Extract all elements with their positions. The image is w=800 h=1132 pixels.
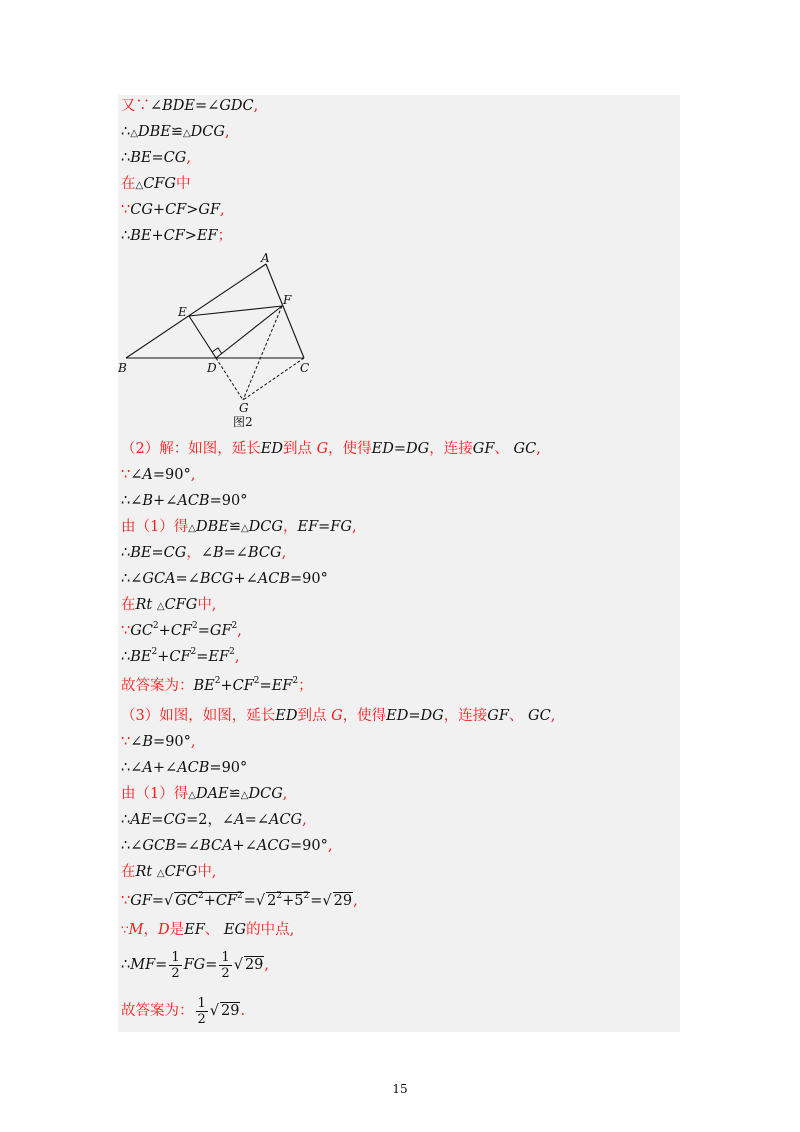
punct: , bbox=[253, 98, 259, 114]
sqrt-sign: √ bbox=[322, 893, 332, 909]
line-17 bbox=[121, 706, 555, 726]
exponent: 2 bbox=[152, 621, 159, 631]
text: ，使得 bbox=[342, 708, 387, 724]
operator: + bbox=[151, 228, 164, 244]
text: 由（1）得 bbox=[121, 519, 189, 535]
math-var: GF bbox=[472, 441, 495, 457]
text: 的中点, bbox=[246, 922, 295, 938]
exponent: 2 bbox=[231, 621, 238, 631]
line-20 bbox=[121, 784, 287, 806]
angle-symbol: ∠ bbox=[130, 467, 143, 483]
math-var: BE bbox=[130, 649, 152, 665]
punct: , bbox=[327, 838, 333, 854]
angle-symbol: ∠ bbox=[222, 812, 235, 828]
line-4 bbox=[121, 174, 190, 196]
therefore-symbol: ∴ bbox=[121, 545, 131, 561]
triangle-symbol: △ bbox=[156, 601, 165, 612]
exponent: 2 bbox=[191, 621, 198, 631]
math-var: ED bbox=[275, 708, 298, 724]
radicand: 29 bbox=[244, 957, 264, 973]
label-D: D bbox=[207, 361, 217, 375]
because-symbol: ∵ bbox=[121, 734, 131, 750]
math-var: GCB bbox=[142, 838, 176, 854]
math-var: MF bbox=[130, 957, 156, 973]
punct: , bbox=[302, 812, 307, 828]
operator: = bbox=[310, 893, 323, 909]
fraction bbox=[219, 951, 231, 980]
operator: = bbox=[151, 893, 165, 909]
line-6 bbox=[121, 226, 232, 246]
operator: = bbox=[195, 98, 208, 114]
text: 到点 bbox=[297, 708, 327, 724]
math-var: GC bbox=[513, 441, 537, 457]
math-var: Rt bbox=[135, 864, 153, 880]
angle-symbol: ∠ bbox=[130, 734, 143, 750]
math-var: BCA bbox=[200, 838, 233, 854]
punct: , bbox=[353, 893, 358, 909]
math-value: =2， bbox=[186, 812, 223, 828]
exponent: 2 bbox=[303, 891, 310, 901]
operator: = bbox=[244, 812, 257, 828]
radicand bbox=[174, 892, 243, 909]
text: ，连接 bbox=[443, 708, 488, 724]
segment-DG bbox=[216, 358, 243, 400]
sqrt-sign: √ bbox=[164, 893, 174, 909]
text: 是 bbox=[169, 922, 185, 938]
congruent-symbol: ≌ bbox=[228, 519, 241, 535]
operator: = bbox=[205, 957, 218, 973]
operator: = bbox=[151, 812, 164, 828]
operator: = bbox=[223, 545, 236, 561]
punct: ， bbox=[186, 545, 201, 561]
line-9 bbox=[121, 491, 247, 511]
line-27 bbox=[121, 996, 245, 1026]
line-15 bbox=[121, 647, 239, 667]
line-19 bbox=[121, 758, 247, 778]
math-var: FG bbox=[183, 957, 206, 973]
math-var: EF bbox=[184, 922, 205, 938]
math-value: =90° bbox=[153, 734, 191, 750]
line-5 bbox=[121, 200, 225, 220]
text: 中, bbox=[197, 597, 217, 613]
therefore-symbol: ∴ bbox=[121, 957, 131, 973]
math-var: EF bbox=[208, 649, 230, 665]
sqrt-sign: √ bbox=[209, 1003, 220, 1019]
triangle-symbol: △ bbox=[188, 790, 196, 801]
math-var: DBE bbox=[195, 519, 229, 535]
punct: , bbox=[550, 708, 556, 724]
operator: + bbox=[152, 202, 166, 218]
congruent-symbol: ≌ bbox=[170, 124, 183, 140]
therefore-symbol: ∴ bbox=[121, 150, 131, 166]
math-var: GC bbox=[528, 708, 551, 724]
operator: = bbox=[197, 623, 210, 639]
math-var: GF bbox=[209, 623, 232, 639]
numerator: 1 bbox=[171, 949, 180, 965]
text: 、 bbox=[204, 922, 220, 938]
therefore-symbol: ∴ bbox=[121, 649, 131, 665]
math-var: ACG bbox=[256, 838, 291, 854]
angle-symbol: ∠ bbox=[130, 760, 143, 776]
exponent: 2 bbox=[197, 891, 204, 901]
math-var: DBE bbox=[137, 124, 171, 140]
math-var: ACG bbox=[268, 812, 303, 828]
math-var: EF bbox=[271, 678, 293, 694]
therefore-symbol: ∴ bbox=[121, 228, 131, 244]
text: 在 bbox=[121, 176, 136, 192]
punct: , bbox=[186, 150, 191, 166]
math-var: DCG bbox=[248, 519, 283, 535]
because-symbol: ∵ bbox=[121, 623, 131, 639]
punct: , bbox=[190, 467, 196, 483]
angle-symbol: ∠ bbox=[165, 760, 178, 776]
punct: , bbox=[264, 957, 269, 973]
line-25 bbox=[121, 920, 294, 940]
text: 又∵ bbox=[121, 98, 150, 114]
angle-symbol: ∠ bbox=[165, 493, 178, 509]
page-number: 15 bbox=[392, 1082, 408, 1096]
math-var: A bbox=[142, 467, 153, 483]
math-var: CG bbox=[163, 545, 187, 561]
denominator: 2 bbox=[171, 965, 180, 981]
punct: ， bbox=[143, 922, 158, 938]
triangle-symbol: △ bbox=[156, 868, 165, 879]
label-A: A bbox=[261, 252, 270, 265]
math-value: =90° bbox=[290, 571, 328, 587]
math-var: EF bbox=[196, 228, 218, 244]
operator: = bbox=[259, 678, 272, 694]
math-var: BE bbox=[130, 150, 152, 166]
line-21 bbox=[121, 810, 307, 830]
operator: + bbox=[158, 623, 171, 639]
operator: = bbox=[175, 838, 188, 854]
angle-symbol: ∠ bbox=[244, 838, 257, 854]
segment-FG bbox=[243, 306, 282, 400]
math-value: =90° bbox=[209, 493, 248, 509]
math-var: CFG bbox=[164, 597, 198, 613]
text: 由（1）得 bbox=[121, 786, 189, 802]
angle-symbol: ∠ bbox=[150, 98, 163, 114]
operator: + bbox=[232, 838, 245, 854]
triangle-symbol: △ bbox=[240, 790, 249, 801]
math-var: BE bbox=[130, 228, 152, 244]
punct: , bbox=[224, 124, 230, 140]
label-G: G bbox=[239, 401, 249, 415]
math-var: DG bbox=[406, 441, 430, 457]
line-11 bbox=[121, 543, 286, 563]
label-B: B bbox=[118, 361, 127, 375]
angle-symbol: ∠ bbox=[187, 838, 201, 854]
segment-DF bbox=[216, 306, 282, 358]
therefore-symbol: ∴ bbox=[121, 812, 131, 828]
geometry-figure bbox=[118, 252, 318, 432]
angle-symbol: ∠ bbox=[235, 545, 248, 561]
fraction bbox=[169, 951, 181, 980]
therefore-symbol: ∴ bbox=[121, 571, 131, 587]
segment-EF bbox=[189, 306, 282, 316]
text: 中, bbox=[197, 864, 217, 880]
triangle-symbol: △ bbox=[188, 523, 196, 534]
math-var: AE bbox=[130, 812, 152, 828]
exponent: 2 bbox=[237, 891, 243, 901]
math-var: DCG bbox=[248, 786, 283, 802]
punct: , bbox=[234, 649, 240, 665]
math-var: ED bbox=[386, 708, 409, 724]
figure-caption: 图2 bbox=[233, 415, 253, 429]
denominator: 2 bbox=[221, 965, 230, 981]
math-var: ACB bbox=[257, 571, 291, 587]
math-var: CF bbox=[165, 202, 187, 218]
math-value: =90° bbox=[290, 838, 328, 854]
math-var: A bbox=[142, 760, 153, 776]
math-var: B bbox=[142, 734, 154, 750]
operator: = bbox=[318, 519, 331, 535]
line-10 bbox=[121, 517, 357, 539]
because-symbol: ∵ bbox=[121, 467, 131, 483]
math-var: Rt bbox=[135, 597, 153, 613]
line-23 bbox=[121, 862, 216, 884]
text: 到点 bbox=[282, 441, 312, 457]
math-var: A bbox=[234, 812, 245, 828]
exponent: 2 bbox=[229, 647, 235, 657]
operator: + bbox=[282, 893, 295, 909]
text: ，使得 bbox=[328, 441, 372, 457]
therefore-symbol: ∴ bbox=[121, 838, 131, 854]
radicand: 29 bbox=[221, 1003, 240, 1019]
math-var: G bbox=[316, 441, 329, 457]
math-var: CF bbox=[215, 893, 238, 909]
because-symbol: ∵ bbox=[121, 923, 129, 937]
angle-symbol: ∠ bbox=[130, 493, 143, 509]
segment-CG bbox=[243, 358, 304, 400]
segment-BA bbox=[126, 264, 266, 358]
denominator: 2 bbox=[197, 1011, 206, 1027]
math-var: CF bbox=[170, 623, 192, 639]
therefore-symbol: ∴ bbox=[121, 760, 131, 776]
angle-symbol: ∠ bbox=[207, 98, 220, 114]
because-symbol: ∵ bbox=[121, 202, 131, 218]
math-var: CFG bbox=[143, 176, 176, 192]
angle-symbol: ∠ bbox=[256, 812, 269, 828]
math-value: =90° bbox=[209, 760, 248, 776]
math-value: =90° bbox=[152, 467, 191, 483]
numerator: 1 bbox=[221, 949, 230, 965]
punct: ； bbox=[217, 228, 233, 244]
angle-symbol: ∠ bbox=[130, 571, 143, 587]
math-var: FG bbox=[330, 519, 352, 535]
math-var: M bbox=[128, 922, 144, 938]
math-var: DAE bbox=[195, 786, 229, 802]
text: 故答案为： bbox=[121, 678, 194, 694]
fraction bbox=[196, 997, 208, 1026]
math-var: GF bbox=[198, 202, 221, 218]
line-26 bbox=[121, 950, 269, 980]
math-var: ED bbox=[371, 441, 394, 457]
line-3 bbox=[121, 148, 191, 168]
math-var: CF bbox=[169, 649, 191, 665]
math-var: D bbox=[158, 922, 170, 938]
number: 2 bbox=[267, 893, 277, 909]
angle-symbol: ∠ bbox=[187, 571, 200, 587]
triangle-symbol: △ bbox=[240, 523, 249, 534]
operator: = bbox=[151, 150, 164, 166]
punct: , bbox=[220, 202, 225, 218]
operator: + bbox=[157, 649, 170, 665]
sqrt-sign: √ bbox=[255, 893, 266, 909]
line-2 bbox=[121, 122, 230, 144]
math-var: CG bbox=[130, 202, 153, 218]
math-var: B bbox=[142, 493, 154, 509]
text: 在 bbox=[121, 864, 136, 880]
numerator: 1 bbox=[197, 995, 206, 1011]
math-var: GF bbox=[487, 708, 509, 724]
text: 在 bbox=[121, 597, 136, 613]
line-24 bbox=[121, 891, 358, 911]
math-var: CF bbox=[232, 678, 254, 694]
punct: , bbox=[237, 623, 242, 639]
math-var: ACB bbox=[177, 760, 210, 776]
math-var: DG bbox=[420, 708, 444, 724]
text: （2）解：如图，延长 bbox=[121, 441, 261, 457]
math-var: CFG bbox=[164, 864, 198, 880]
radicand: 29 bbox=[333, 893, 353, 909]
operator: = bbox=[393, 441, 407, 457]
punct: , bbox=[282, 786, 288, 802]
punct: ； bbox=[298, 678, 313, 694]
math-var: GCA bbox=[142, 571, 176, 587]
math-var: CG bbox=[163, 150, 187, 166]
line-16 bbox=[121, 676, 313, 696]
operator: = bbox=[243, 893, 256, 909]
math-var: EF bbox=[297, 519, 319, 535]
math-var: G bbox=[331, 708, 343, 724]
operator: = bbox=[151, 545, 164, 561]
triangle-symbol: △ bbox=[182, 128, 191, 139]
exponent: 2 bbox=[253, 676, 260, 686]
operator: + bbox=[152, 760, 166, 776]
label-F: F bbox=[283, 293, 292, 307]
angle-symbol: ∠ bbox=[245, 571, 258, 587]
segment-AC bbox=[266, 264, 304, 358]
label-E: E bbox=[178, 305, 187, 319]
line-8 bbox=[121, 465, 195, 485]
line-1 bbox=[121, 96, 258, 116]
math-var: DCG bbox=[190, 124, 225, 140]
text: 中 bbox=[175, 176, 191, 192]
line-7 bbox=[121, 439, 541, 459]
math-var: CG bbox=[163, 812, 187, 828]
therefore-symbol: ∴ bbox=[121, 124, 131, 140]
line-14 bbox=[121, 621, 242, 641]
line-12 bbox=[121, 569, 328, 589]
math-var: B bbox=[212, 545, 224, 561]
exponent: 2 bbox=[292, 676, 299, 686]
line-18 bbox=[121, 732, 196, 752]
text: 故答案为： bbox=[121, 1003, 194, 1019]
math-var: BDE bbox=[162, 98, 196, 114]
operator: + bbox=[203, 893, 216, 909]
text: ，连接 bbox=[429, 441, 473, 457]
math-var: GC bbox=[130, 623, 153, 639]
operator: + bbox=[153, 493, 166, 509]
math-var: CF bbox=[163, 228, 185, 244]
operator: > bbox=[184, 228, 197, 244]
because-symbol: ∵ bbox=[121, 893, 131, 909]
line-22 bbox=[121, 836, 332, 856]
exponent: 2 bbox=[214, 676, 221, 686]
math-var: GC bbox=[175, 893, 198, 909]
math-var: BE bbox=[193, 678, 215, 694]
operator: > bbox=[186, 202, 199, 218]
operator: = bbox=[155, 957, 168, 973]
math-var: BE bbox=[130, 545, 152, 561]
operator: = bbox=[175, 571, 188, 587]
text: 、 bbox=[508, 708, 524, 724]
angle-symbol: ∠ bbox=[200, 545, 213, 561]
congruent-symbol: ≌ bbox=[228, 786, 241, 802]
exponent: 2 bbox=[276, 891, 283, 901]
punct: , bbox=[536, 441, 541, 457]
punct: . bbox=[240, 1003, 246, 1019]
math-var: BCG bbox=[247, 545, 282, 561]
operator: + bbox=[220, 678, 233, 694]
math-var: GDC bbox=[219, 98, 254, 114]
label-C: C bbox=[300, 361, 310, 375]
angle-symbol: ∠ bbox=[130, 838, 143, 854]
punct: , bbox=[190, 734, 196, 750]
math-var: BCG bbox=[199, 571, 234, 587]
radicand bbox=[266, 892, 310, 909]
operator: = bbox=[408, 708, 421, 724]
exponent: 2 bbox=[151, 647, 158, 657]
operator: = bbox=[196, 649, 209, 665]
line-13 bbox=[121, 595, 216, 617]
punct: ， bbox=[282, 519, 298, 535]
punct: , bbox=[281, 545, 287, 561]
math-var: ED bbox=[260, 441, 283, 457]
triangle-symbol: △ bbox=[135, 180, 144, 191]
punct: , bbox=[351, 519, 357, 535]
exponent: 2 bbox=[190, 647, 197, 657]
text: 、 bbox=[494, 441, 509, 457]
therefore-symbol: ∴ bbox=[121, 493, 131, 509]
number: 5 bbox=[294, 893, 304, 909]
text: （3）如图，如图，延长 bbox=[121, 708, 276, 724]
math-var: GF bbox=[130, 893, 152, 909]
sqrt-sign: √ bbox=[233, 957, 243, 973]
operator: + bbox=[233, 571, 246, 587]
math-var: ACB bbox=[177, 493, 210, 509]
triangle-symbol: △ bbox=[130, 128, 138, 139]
math-var: EG bbox=[223, 922, 247, 938]
